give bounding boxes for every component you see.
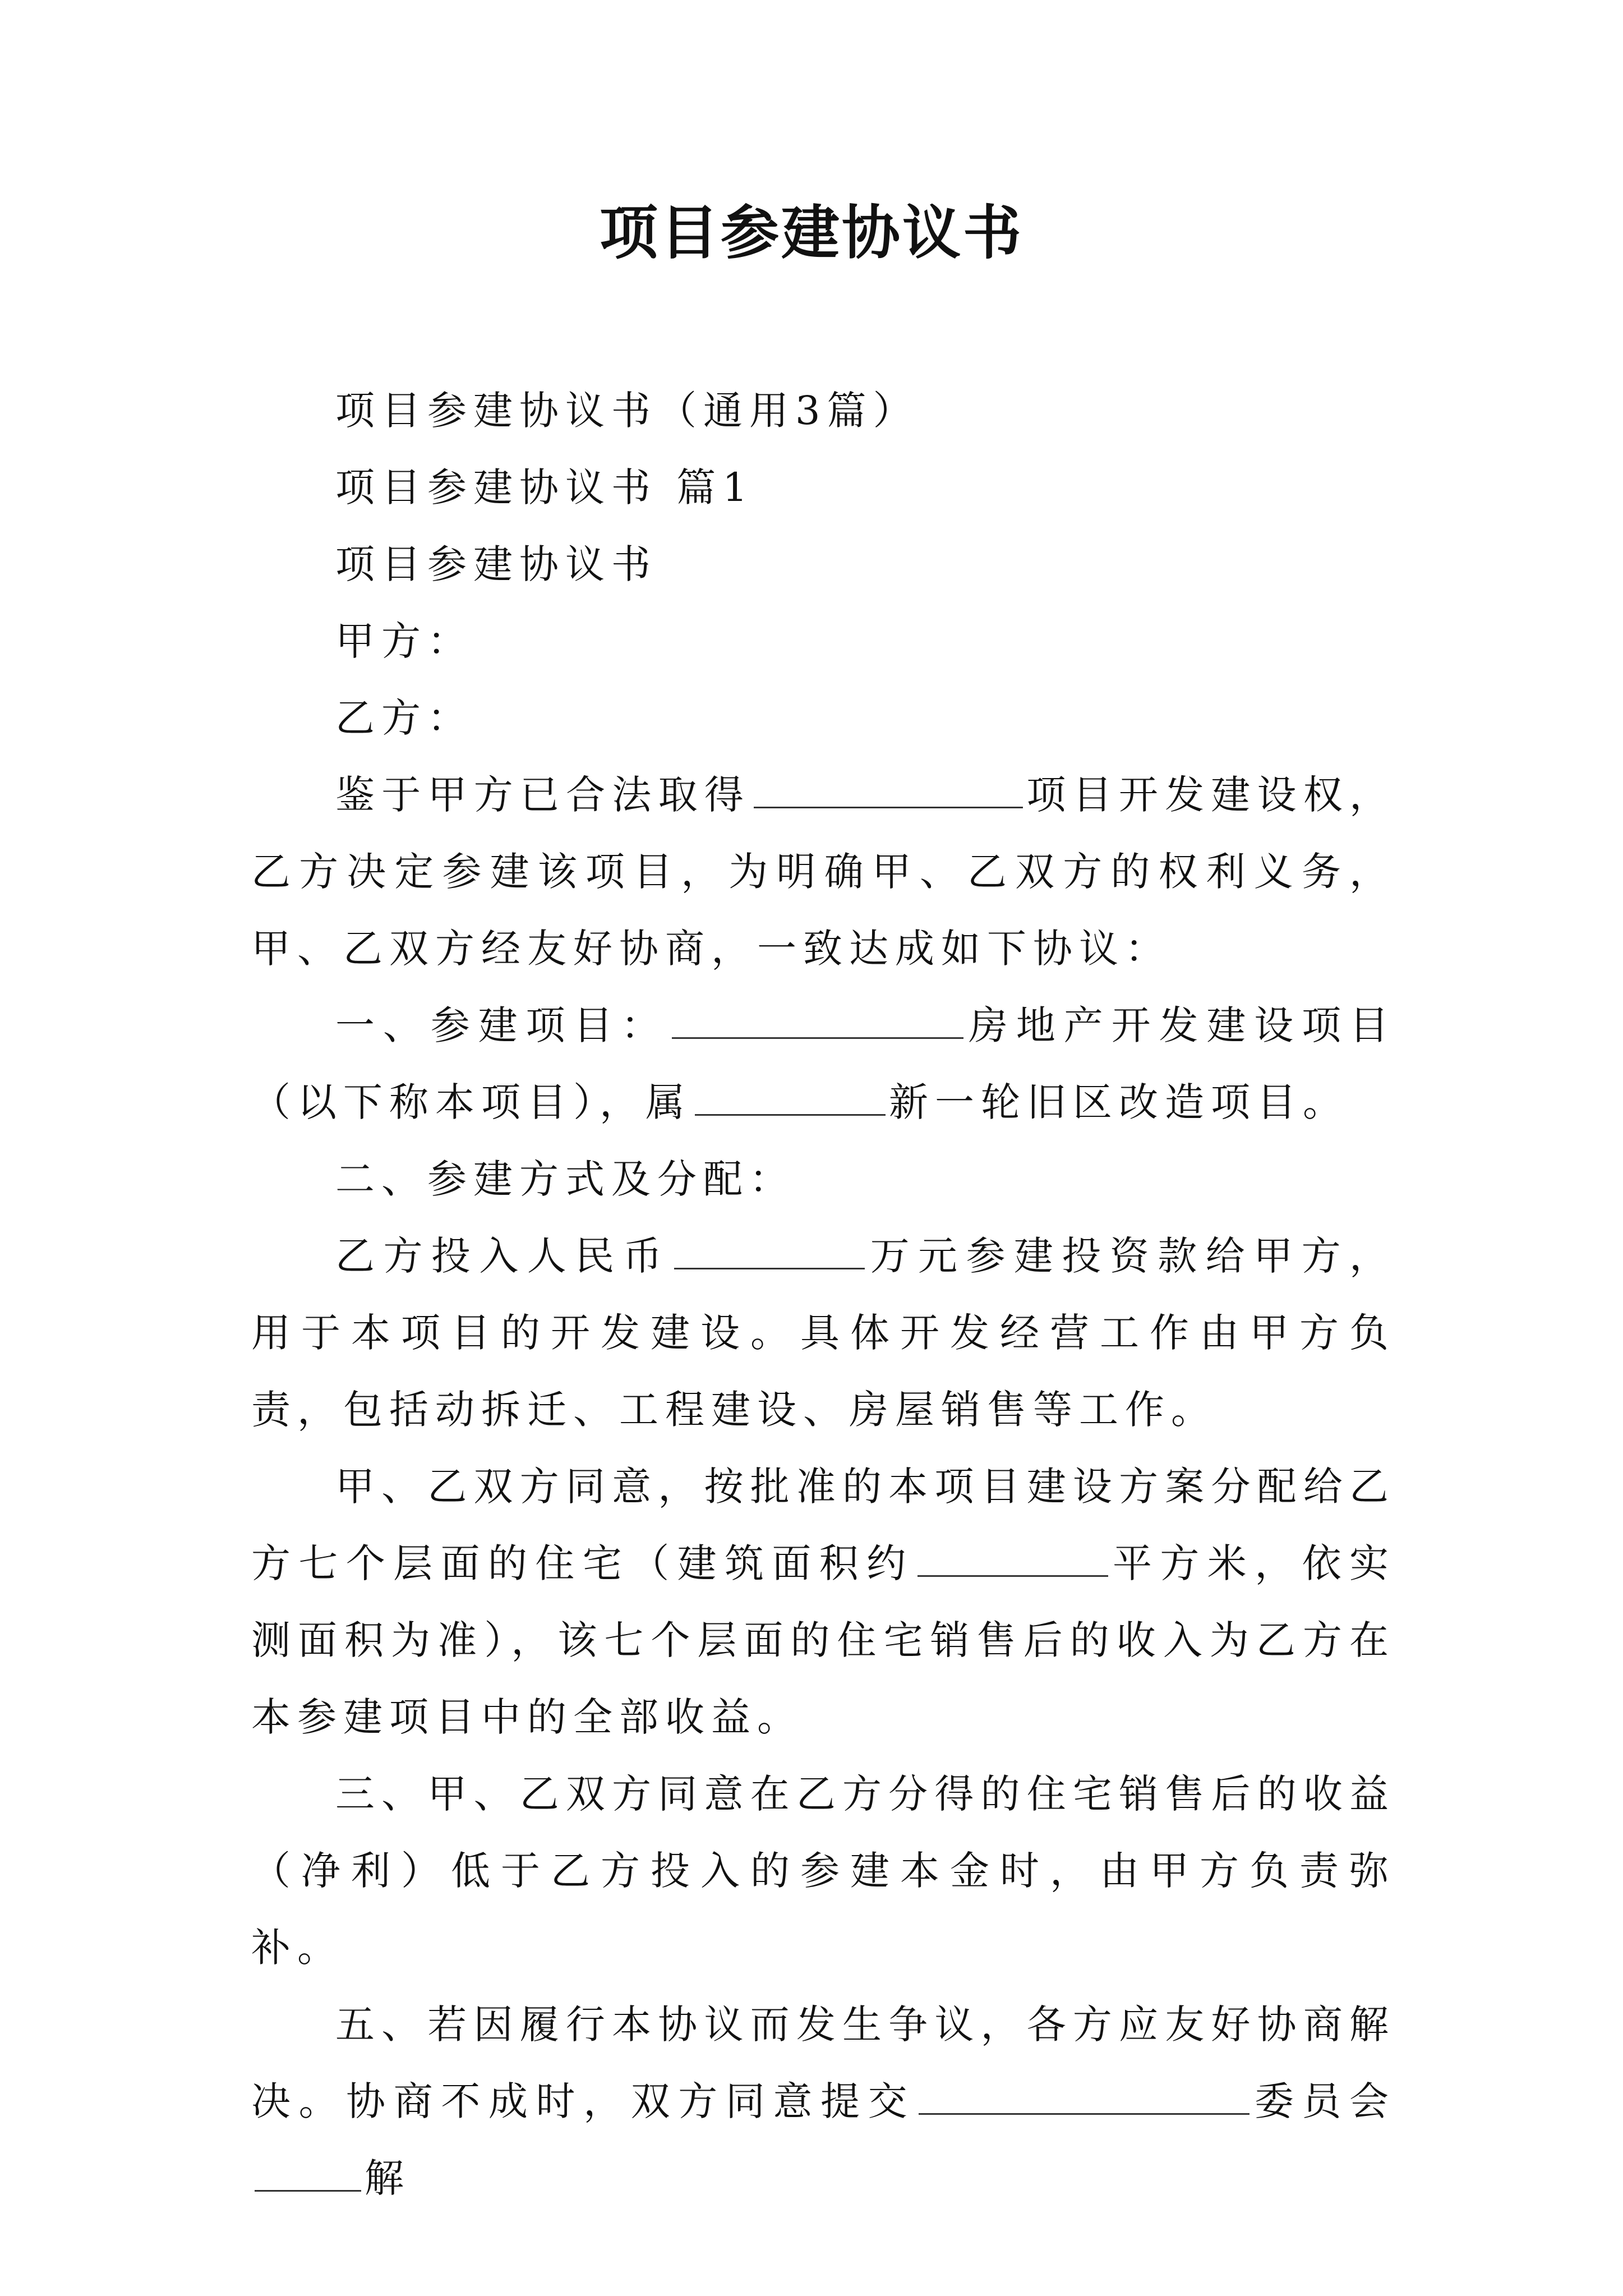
arbitration-blank xyxy=(255,2146,361,2192)
dispute-text-end: 解 xyxy=(365,2155,411,2201)
investment-paragraph xyxy=(251,1218,1395,1448)
recital-paragraph xyxy=(251,757,1395,987)
floor-area-blank xyxy=(917,1531,1108,1577)
recital-text-end: 项目开发建设权，乙方决定参建该项目，为明确甲、乙双方的权利义务，甲、乙双方经友好协商，一致达成如下协议： xyxy=(251,772,1396,972)
project-name-blank xyxy=(754,763,1023,808)
dispute-text-middle: 委员会 xyxy=(1253,2078,1395,2124)
allocation-text-start: 甲、乙双方同意，按批准的本项目建设方案分配给乙方七个层面的住宅（建筑面积约 xyxy=(251,1464,1395,1586)
arbitration-body-blank xyxy=(919,2069,1249,2115)
clause-1-paragraph xyxy=(251,987,1395,1141)
document-body xyxy=(251,372,1395,2217)
investment-text-start: 乙方投入人民币 xyxy=(335,1233,671,1279)
clause-3-paragraph: 三、甲、乙双方同意在乙方分得的住宅销售后的收益（净利）低于乙方投入的参建本金时，由甲方负责弥补。 xyxy=(251,1771,1395,1971)
subtitle-line: 项目参建协议书（通用3篇） xyxy=(335,388,919,434)
clause-1-text-start: 一、参建项目： xyxy=(335,1002,669,1048)
clause-2-heading: 二、参建方式及分配： xyxy=(335,1156,795,1202)
clause-1-text-end: 新一轮旧区改造项目。 xyxy=(889,1079,1349,1125)
clause-1-text-middle: 房地产开发建设项目（以下称本项目），属 xyxy=(251,1002,1395,1125)
district-blank xyxy=(695,1070,886,1116)
clause-5-paragraph xyxy=(251,1986,1395,2217)
recital-text-start: 鉴于甲方已合法取得 xyxy=(335,772,751,818)
agreement-heading: 项目参建协议书 xyxy=(335,541,657,587)
party-b-line: 乙方： xyxy=(335,695,473,741)
investment-amount-blank xyxy=(674,1224,865,1269)
dispute-text-start: 五、若因履行本协议而发生争议，各方应友好协商解决。协商不成时，双方同意提交 xyxy=(251,2001,1395,2124)
project-blank xyxy=(672,993,963,1039)
allocation-paragraph xyxy=(251,1448,1395,1756)
party-a-line: 甲方： xyxy=(335,618,473,664)
allocation-text-end: 平方米，依实测面积为准），该七个层面的住宅销售后的收入为乙方在本参建项目中的全部收益。 xyxy=(251,1540,1396,1740)
investment-text-end: 万元参建投资款给甲方，用于本项目的开发建设。具体开发经营工作由甲方负责，包括动拆迁、工程建设、房屋销售等工作。 xyxy=(251,1233,1396,1433)
document-title: 项目参建协议书 xyxy=(599,199,1023,267)
section-heading: 项目参建协议书 篇1 xyxy=(335,464,754,510)
